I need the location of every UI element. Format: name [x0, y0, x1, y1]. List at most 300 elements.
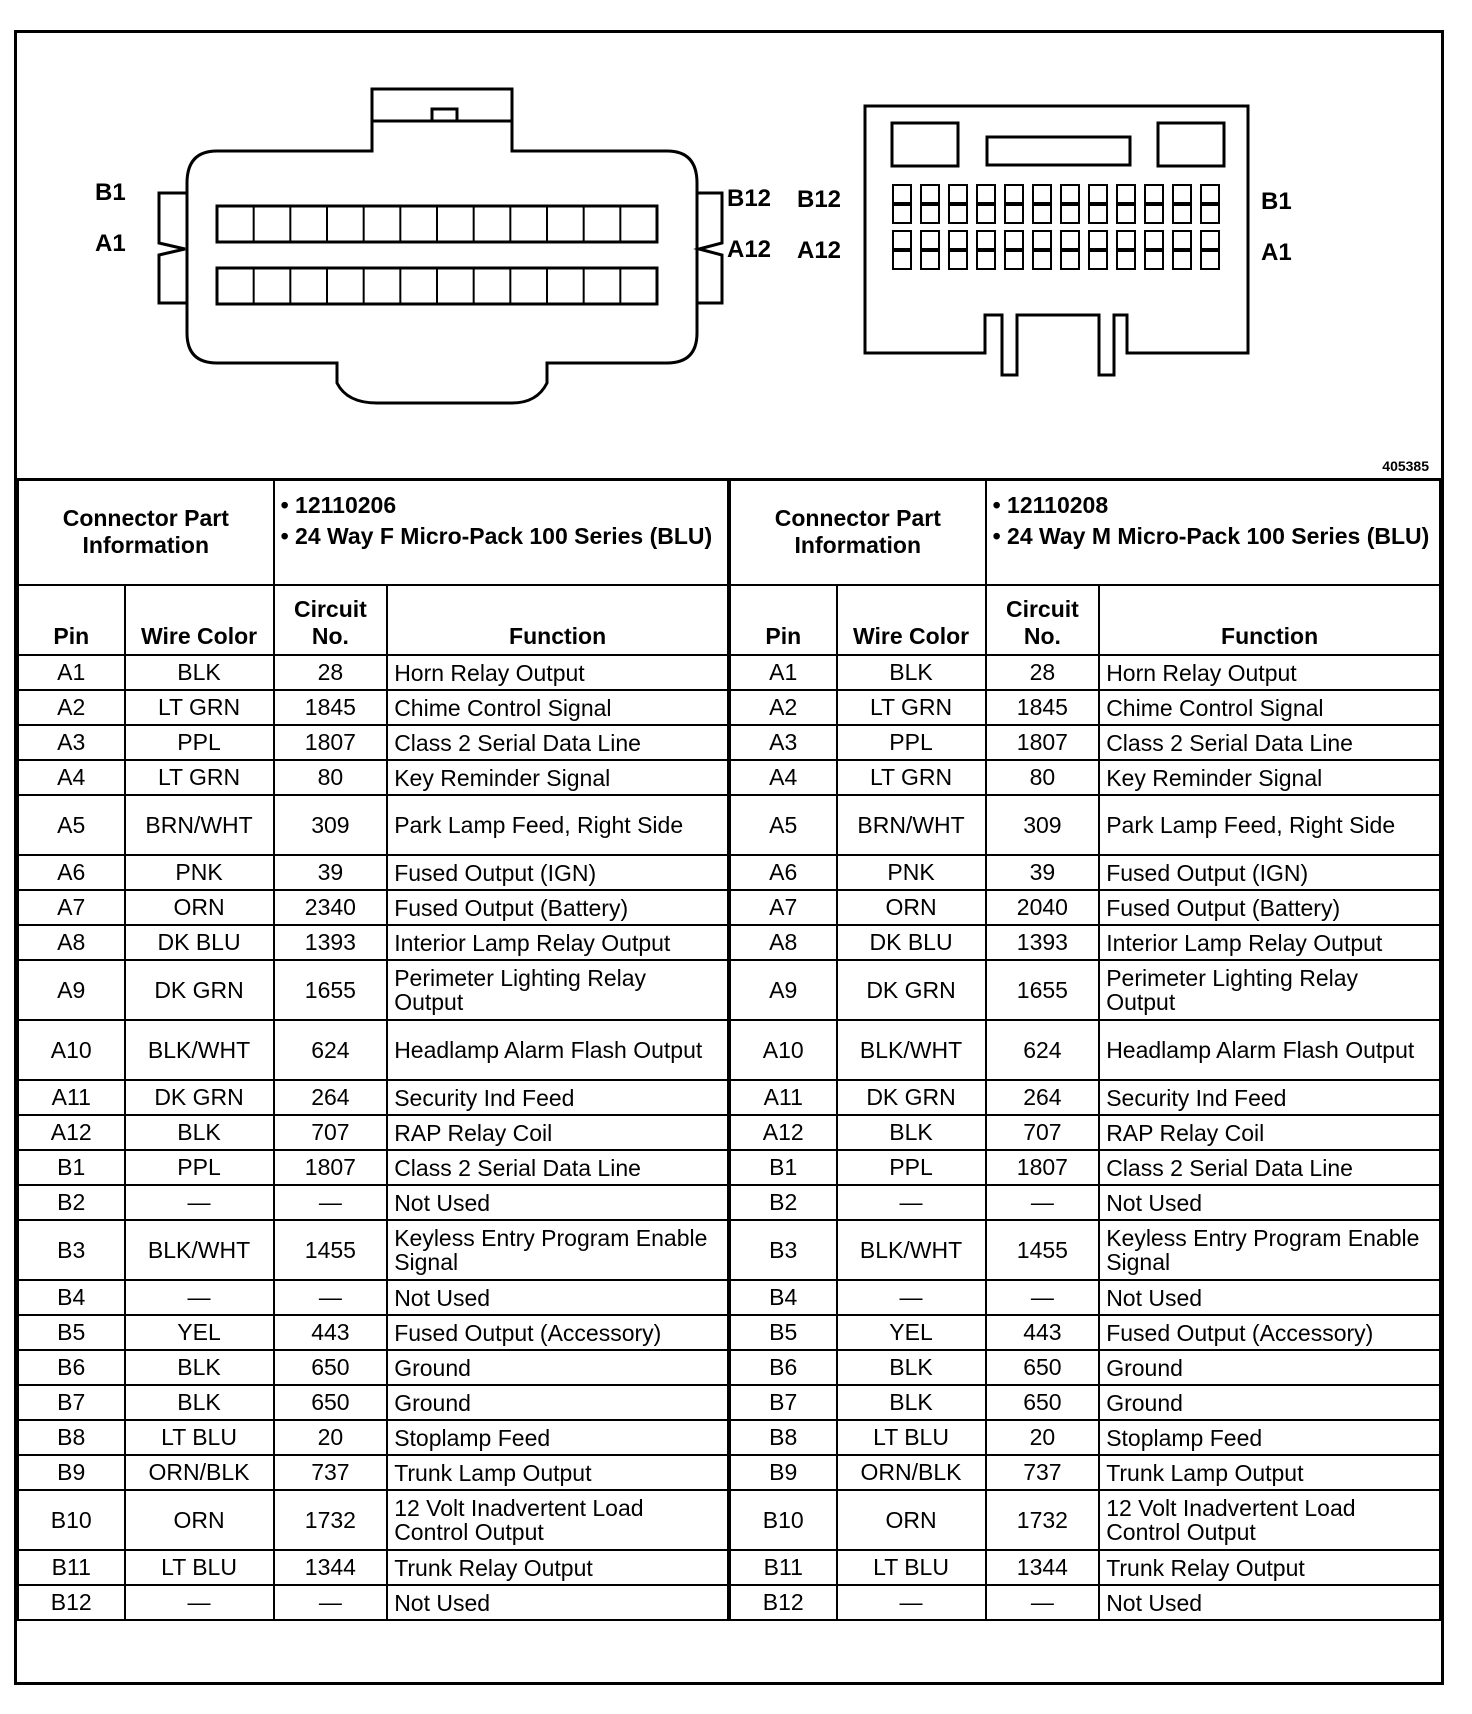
table-row: [18, 1020, 728, 1080]
function-cell: Trunk Lamp Output: [1099, 1455, 1440, 1490]
table-row: [18, 1490, 728, 1550]
pin-cell: A1: [18, 655, 125, 690]
circuit-cell: 28: [986, 655, 1100, 690]
pin-cell: B1: [730, 1150, 837, 1185]
male-b12-label: B12: [797, 186, 842, 213]
function-cell: Interior Lamp Relay Output: [387, 925, 728, 960]
pin-cavity-top: [1173, 231, 1191, 249]
pin-cell: B6: [730, 1350, 837, 1385]
pin-cell: A10: [730, 1020, 837, 1080]
pin-cell: A6: [730, 855, 837, 890]
pin-cavity-top: [1061, 185, 1079, 203]
function-cell: Horn Relay Output: [1099, 655, 1440, 690]
pin-cavity-top: [1033, 185, 1051, 203]
function-cell: Class 2 Serial Data Line: [1099, 1150, 1440, 1185]
circuit-cell: 80: [986, 760, 1100, 795]
wire-color-cell: ORN: [125, 1490, 274, 1550]
pin-cavity-bottom: [1033, 205, 1051, 223]
pin-cavity-top: [1089, 185, 1107, 203]
function-cell: 12 Volt Inadvertent Load Control Output: [387, 1490, 728, 1550]
table-row: [730, 1350, 1440, 1385]
table-row: [730, 1020, 1440, 1080]
pin-cell: A7: [730, 890, 837, 925]
pin-cavity-top: [977, 231, 995, 249]
table-row: [18, 1280, 728, 1315]
table-row: [18, 890, 728, 925]
wire-color-cell: BLK: [837, 655, 986, 690]
function-cell: Chime Control Signal: [387, 690, 728, 725]
pin-cavity-top: [1145, 231, 1163, 249]
function-cell: Not Used: [387, 1585, 728, 1620]
pin-cell: A6: [18, 855, 125, 890]
function-cell: Fused Output (Battery): [387, 890, 728, 925]
circuit-cell: 1455: [986, 1220, 1100, 1280]
table-row: [18, 1385, 728, 1420]
function-cell: Not Used: [387, 1185, 728, 1220]
pin-cavity-bottom: [1033, 251, 1051, 269]
wire-color-header: Wire Color: [837, 585, 986, 655]
wire-color-cell: LT GRN: [837, 760, 986, 795]
pin-cell: B6: [18, 1350, 125, 1385]
wire-color-cell: BLK: [837, 1115, 986, 1150]
function-cell: Not Used: [387, 1280, 728, 1315]
pin-cell: B7: [730, 1385, 837, 1420]
function-cell: Ground: [387, 1350, 728, 1385]
pin-cell: A3: [18, 725, 125, 760]
wire-color-cell: —: [837, 1185, 986, 1220]
female-connector-drawing: [159, 89, 722, 403]
wire-color-cell: BRN/WHT: [125, 795, 274, 855]
pin-cell: A5: [730, 795, 837, 855]
function-cell: Perimeter Lighting Relay Output: [387, 960, 728, 1020]
circuit-cell: —: [986, 1185, 1100, 1220]
female-a12-label: A12: [727, 236, 772, 263]
pin-cell: B4: [730, 1280, 837, 1315]
function-cell: Key Reminder Signal: [387, 760, 728, 795]
circuit-cell: 1393: [986, 925, 1100, 960]
function-header: Function: [387, 585, 728, 655]
function-cell: Fused Output (IGN): [1099, 855, 1440, 890]
table-row: [18, 960, 728, 1020]
circuit-header: Circuit No.: [274, 585, 388, 655]
wire-color-cell: DK GRN: [125, 960, 274, 1020]
pin-cavity-bottom: [977, 205, 995, 223]
part-number: • 12110208: [992, 492, 1109, 518]
wire-color-cell: —: [125, 1185, 274, 1220]
male-a12-label: A12: [797, 237, 842, 264]
part-description: • 24 Way F Micro-Pack 100 Series (BLU): [280, 523, 713, 549]
circuit-cell: 1807: [274, 1150, 388, 1185]
circuit-cell: —: [274, 1280, 388, 1315]
function-cell: Ground: [387, 1385, 728, 1420]
table-row: [730, 690, 1440, 725]
table-row: [18, 1080, 728, 1115]
wire-color-cell: BLK/WHT: [837, 1220, 986, 1280]
function-cell: RAP Relay Coil: [387, 1115, 728, 1150]
male-connector-drawing: [865, 106, 1248, 375]
table-row: [730, 1115, 1440, 1150]
table-row: [730, 1220, 1440, 1280]
wire-color-cell: PPL: [837, 1150, 986, 1185]
function-cell: Park Lamp Feed, Right Side: [387, 795, 728, 855]
connector-info-label: Connector Part Information: [730, 479, 986, 585]
female-a1-label: A1: [95, 230, 126, 257]
circuit-cell: 443: [274, 1315, 388, 1350]
circuit-cell: 1455: [274, 1220, 388, 1280]
table-row: [730, 1080, 1440, 1115]
wire-color-cell: BLK: [125, 1385, 274, 1420]
wire-color-cell: DK GRN: [837, 1080, 986, 1115]
wire-color-cell: —: [125, 1280, 274, 1315]
function-cell: Fused Output (IGN): [387, 855, 728, 890]
wire-color-cell: DK GRN: [125, 1080, 274, 1115]
circuit-cell: 650: [274, 1350, 388, 1385]
pin-cell: A12: [18, 1115, 125, 1150]
circuit-cell: 20: [986, 1420, 1100, 1455]
wire-color-cell: BLK: [837, 1350, 986, 1385]
pin-cavity-bottom: [1145, 205, 1163, 223]
pin-cell: B10: [18, 1490, 125, 1550]
wire-color-cell: LT GRN: [125, 690, 274, 725]
function-cell: RAP Relay Coil: [1099, 1115, 1440, 1150]
table-row: [730, 1490, 1440, 1550]
pin-cavity-bottom: [1061, 205, 1079, 223]
pin-cell: A1: [730, 655, 837, 690]
pin-cell: A8: [730, 925, 837, 960]
part-description: • 24 Way M Micro-Pack 100 Series (BLU): [992, 523, 1430, 549]
table-row: [18, 690, 728, 725]
pin-cell: A3: [730, 725, 837, 760]
pin-cell: B10: [730, 1490, 837, 1550]
pin-cavity-top: [893, 185, 911, 203]
wire-color-cell: —: [125, 1585, 274, 1620]
table-row: [730, 1315, 1440, 1350]
wire-color-cell: YEL: [125, 1315, 274, 1350]
pin-header: Pin: [18, 585, 125, 655]
wire-color-cell: DK GRN: [837, 960, 986, 1020]
circuit-cell: 1807: [274, 725, 388, 760]
pin-cell: B8: [18, 1420, 125, 1455]
function-cell: Fused Output (Accessory): [387, 1315, 728, 1350]
table-row: [730, 960, 1440, 1020]
pin-cavity-top: [1061, 231, 1079, 249]
pin-cell: B7: [18, 1385, 125, 1420]
pin-cavity-bottom: [1173, 205, 1191, 223]
table-row: [730, 1385, 1440, 1420]
pin-cell: A2: [730, 690, 837, 725]
circuit-cell: 624: [274, 1020, 388, 1080]
pin-cell: A12: [730, 1115, 837, 1150]
function-cell: Headlamp Alarm Flash Output: [387, 1020, 728, 1080]
circuit-cell: 309: [274, 795, 388, 855]
function-cell: Class 2 Serial Data Line: [1099, 725, 1440, 760]
circuit-cell: 39: [274, 855, 388, 890]
female-connector-table: [17, 478, 729, 1621]
circuit-cell: 1344: [986, 1550, 1100, 1585]
function-cell: Perimeter Lighting Relay Output: [1099, 960, 1440, 1020]
table-row: [18, 1350, 728, 1385]
circuit-cell: —: [986, 1585, 1100, 1620]
wire-color-cell: BRN/WHT: [837, 795, 986, 855]
circuit-cell: 650: [986, 1385, 1100, 1420]
pin-cavity-top: [1005, 231, 1023, 249]
wire-color-header: Wire Color: [125, 585, 274, 655]
function-cell: Keyless Entry Program Enable Signal: [387, 1220, 728, 1280]
pin-cell: A9: [730, 960, 837, 1020]
pin-cavity-top: [949, 231, 967, 249]
pin-cavity-top: [893, 231, 911, 249]
table-row: [18, 1420, 728, 1455]
circuit-cell: 309: [986, 795, 1100, 855]
pin-cavity-bottom: [949, 251, 967, 269]
table-row: [18, 1220, 728, 1280]
pin-cavity-bottom: [949, 205, 967, 223]
table-row: [18, 760, 728, 795]
table-row: [18, 855, 728, 890]
table-row: [730, 890, 1440, 925]
male-connector-table: [729, 478, 1441, 1621]
table-row: [730, 1585, 1440, 1620]
figure-id: 405385: [1382, 458, 1429, 474]
pin-cavity-bottom: [1173, 251, 1191, 269]
circuit-cell: —: [274, 1185, 388, 1220]
function-cell: Key Reminder Signal: [1099, 760, 1440, 795]
function-cell: Ground: [1099, 1350, 1440, 1385]
table-row: [18, 1150, 728, 1185]
wire-color-cell: —: [837, 1585, 986, 1620]
pin-cavity-bottom: [1145, 251, 1163, 269]
pin-cavity-bottom: [1201, 205, 1219, 223]
male-b1-label: B1: [1261, 188, 1292, 215]
connector-info: [986, 479, 1440, 585]
table-row: [730, 1185, 1440, 1220]
table-row: [730, 1455, 1440, 1490]
pin-cavity-top: [1089, 231, 1107, 249]
pin-cavity-bottom: [1089, 251, 1107, 269]
circuit-cell: 28: [274, 655, 388, 690]
pin-cell: B12: [18, 1585, 125, 1620]
connector-info-label: Connector Part Information: [18, 479, 274, 585]
wire-color-cell: LT BLU: [125, 1550, 274, 1585]
pin-cavity-top: [1117, 185, 1135, 203]
pin-cell: A11: [730, 1080, 837, 1115]
circuit-cell: —: [986, 1280, 1100, 1315]
function-header: Function: [1099, 585, 1440, 655]
circuit-cell: 707: [986, 1115, 1100, 1150]
circuit-cell: 1732: [986, 1490, 1100, 1550]
table-row: [730, 1550, 1440, 1585]
table-row: [18, 795, 728, 855]
part-number: • 12110206: [280, 492, 397, 518]
function-cell: Horn Relay Output: [387, 655, 728, 690]
connector-sheet: [14, 30, 1444, 1685]
circuit-cell: —: [274, 1585, 388, 1620]
table-row: [730, 1280, 1440, 1315]
wire-color-cell: DK BLU: [837, 925, 986, 960]
wire-color-cell: LT BLU: [837, 1420, 986, 1455]
wire-color-cell: PNK: [837, 855, 986, 890]
table-row: [730, 795, 1440, 855]
circuit-cell: 1344: [274, 1550, 388, 1585]
table-row: [18, 1315, 728, 1350]
wire-color-cell: ORN: [837, 1490, 986, 1550]
function-cell: Chime Control Signal: [1099, 690, 1440, 725]
wire-color-cell: LT BLU: [125, 1420, 274, 1455]
circuit-cell: 39: [986, 855, 1100, 890]
table-row: [730, 760, 1440, 795]
pinout-tables: [17, 478, 1441, 1621]
function-cell: Fused Output (Accessory): [1099, 1315, 1440, 1350]
pin-cavity-bottom: [921, 251, 939, 269]
circuit-cell: 264: [274, 1080, 388, 1115]
female-b1-label: B1: [95, 179, 126, 206]
pin-cell: B5: [730, 1315, 837, 1350]
table-row: [18, 1550, 728, 1585]
pin-cavity-top: [921, 185, 939, 203]
circuit-cell: 1807: [986, 725, 1100, 760]
table-row: [18, 1455, 728, 1490]
pin-cavity-top: [1145, 185, 1163, 203]
table-row: [18, 725, 728, 760]
circuit-cell: 737: [986, 1455, 1100, 1490]
table-row: [18, 925, 728, 960]
function-cell: Security Ind Feed: [387, 1080, 728, 1115]
table-row: [730, 1150, 1440, 1185]
pin-cell: A7: [18, 890, 125, 925]
pin-cavity-bottom: [893, 251, 911, 269]
pin-cell: B12: [730, 1585, 837, 1620]
pin-cavity-bottom: [1117, 205, 1135, 223]
wire-color-cell: ORN: [837, 890, 986, 925]
pin-cell: B4: [18, 1280, 125, 1315]
table-row: [730, 1420, 1440, 1455]
wire-color-cell: ORN: [125, 890, 274, 925]
pin-cell: B11: [18, 1550, 125, 1585]
pin-cell: A9: [18, 960, 125, 1020]
pin-cavity-bottom: [1005, 251, 1023, 269]
function-cell: Headlamp Alarm Flash Output: [1099, 1020, 1440, 1080]
function-cell: Ground: [1099, 1385, 1440, 1420]
circuit-cell: 80: [274, 760, 388, 795]
circuit-cell: 624: [986, 1020, 1100, 1080]
pin-cell: B3: [730, 1220, 837, 1280]
circuit-cell: 650: [986, 1350, 1100, 1385]
pin-cavity-top: [977, 185, 995, 203]
pin-cavity-bottom: [921, 205, 939, 223]
function-cell: Trunk Lamp Output: [387, 1455, 728, 1490]
circuit-cell: 2340: [274, 890, 388, 925]
wire-color-cell: YEL: [837, 1315, 986, 1350]
pin-cell: A2: [18, 690, 125, 725]
pin-cell: A10: [18, 1020, 125, 1080]
wire-color-cell: PPL: [837, 725, 986, 760]
wire-color-cell: ORN/BLK: [837, 1455, 986, 1490]
function-cell: Stoplamp Feed: [1099, 1420, 1440, 1455]
wire-color-cell: PPL: [125, 725, 274, 760]
pin-cavity-top: [949, 185, 967, 203]
table-row: [18, 1585, 728, 1620]
wire-color-cell: BLK/WHT: [125, 1220, 274, 1280]
pin-cavity-bottom: [1117, 251, 1135, 269]
pin-cell: A11: [18, 1080, 125, 1115]
function-cell: Keyless Entry Program Enable Signal: [1099, 1220, 1440, 1280]
circuit-cell: 1732: [274, 1490, 388, 1550]
pin-cell: B2: [730, 1185, 837, 1220]
wire-color-cell: BLK: [125, 1350, 274, 1385]
function-cell: Trunk Relay Output: [1099, 1550, 1440, 1585]
pin-header: Pin: [730, 585, 837, 655]
pin-cavity-bottom: [977, 251, 995, 269]
wire-color-cell: BLK/WHT: [837, 1020, 986, 1080]
function-cell: Fused Output (Battery): [1099, 890, 1440, 925]
table-row: [730, 655, 1440, 690]
circuit-cell: 20: [274, 1420, 388, 1455]
pin-cavity-top: [1201, 231, 1219, 249]
function-cell: Not Used: [1099, 1185, 1440, 1220]
table-row: [730, 925, 1440, 960]
circuit-cell: 1393: [274, 925, 388, 960]
function-cell: Park Lamp Feed, Right Side: [1099, 795, 1440, 855]
pin-cell: B11: [730, 1550, 837, 1585]
pin-cavity-top: [1173, 185, 1191, 203]
pin-cavity-top: [921, 231, 939, 249]
pin-cell: B9: [18, 1455, 125, 1490]
function-cell: Trunk Relay Output: [387, 1550, 728, 1585]
female-b12-label: B12: [727, 185, 772, 212]
pin-cell: B8: [730, 1420, 837, 1455]
circuit-cell: 650: [274, 1385, 388, 1420]
wire-color-cell: LT BLU: [837, 1550, 986, 1585]
pin-cavity-bottom: [1061, 251, 1079, 269]
pin-cavity-top: [1201, 185, 1219, 203]
circuit-cell: 1845: [274, 690, 388, 725]
pin-cavity-bottom: [1201, 251, 1219, 269]
circuit-cell: 264: [986, 1080, 1100, 1115]
wire-color-cell: BLK: [125, 1115, 274, 1150]
table-row: [18, 655, 728, 690]
male-a1-label: A1: [1261, 239, 1292, 266]
function-cell: Interior Lamp Relay Output: [1099, 925, 1440, 960]
wire-color-cell: BLK/WHT: [125, 1020, 274, 1080]
function-cell: Not Used: [1099, 1585, 1440, 1620]
wire-color-cell: LT GRN: [837, 690, 986, 725]
pin-cell: B2: [18, 1185, 125, 1220]
circuit-cell: 1807: [986, 1150, 1100, 1185]
pin-cell: B5: [18, 1315, 125, 1350]
table-row: [18, 1115, 728, 1150]
circuit-cell: 1655: [274, 960, 388, 1020]
circuit-cell: 737: [274, 1455, 388, 1490]
connector-diagram: [17, 33, 1441, 481]
pin-cavity-top: [1033, 231, 1051, 249]
circuit-cell: 1655: [986, 960, 1100, 1020]
wire-color-cell: —: [837, 1280, 986, 1315]
pin-cell: A4: [730, 760, 837, 795]
wire-color-cell: LT GRN: [125, 760, 274, 795]
circuit-cell: 707: [274, 1115, 388, 1150]
wire-color-cell: BLK: [837, 1385, 986, 1420]
function-cell: Security Ind Feed: [1099, 1080, 1440, 1115]
pin-cell: A8: [18, 925, 125, 960]
function-cell: Class 2 Serial Data Line: [387, 725, 728, 760]
pin-cell: B3: [18, 1220, 125, 1280]
function-cell: Stoplamp Feed: [387, 1420, 728, 1455]
pin-cavity-bottom: [893, 205, 911, 223]
pin-cavity-bottom: [1089, 205, 1107, 223]
function-cell: Not Used: [1099, 1280, 1440, 1315]
pin-cell: A4: [18, 760, 125, 795]
connector-info: [274, 479, 728, 585]
